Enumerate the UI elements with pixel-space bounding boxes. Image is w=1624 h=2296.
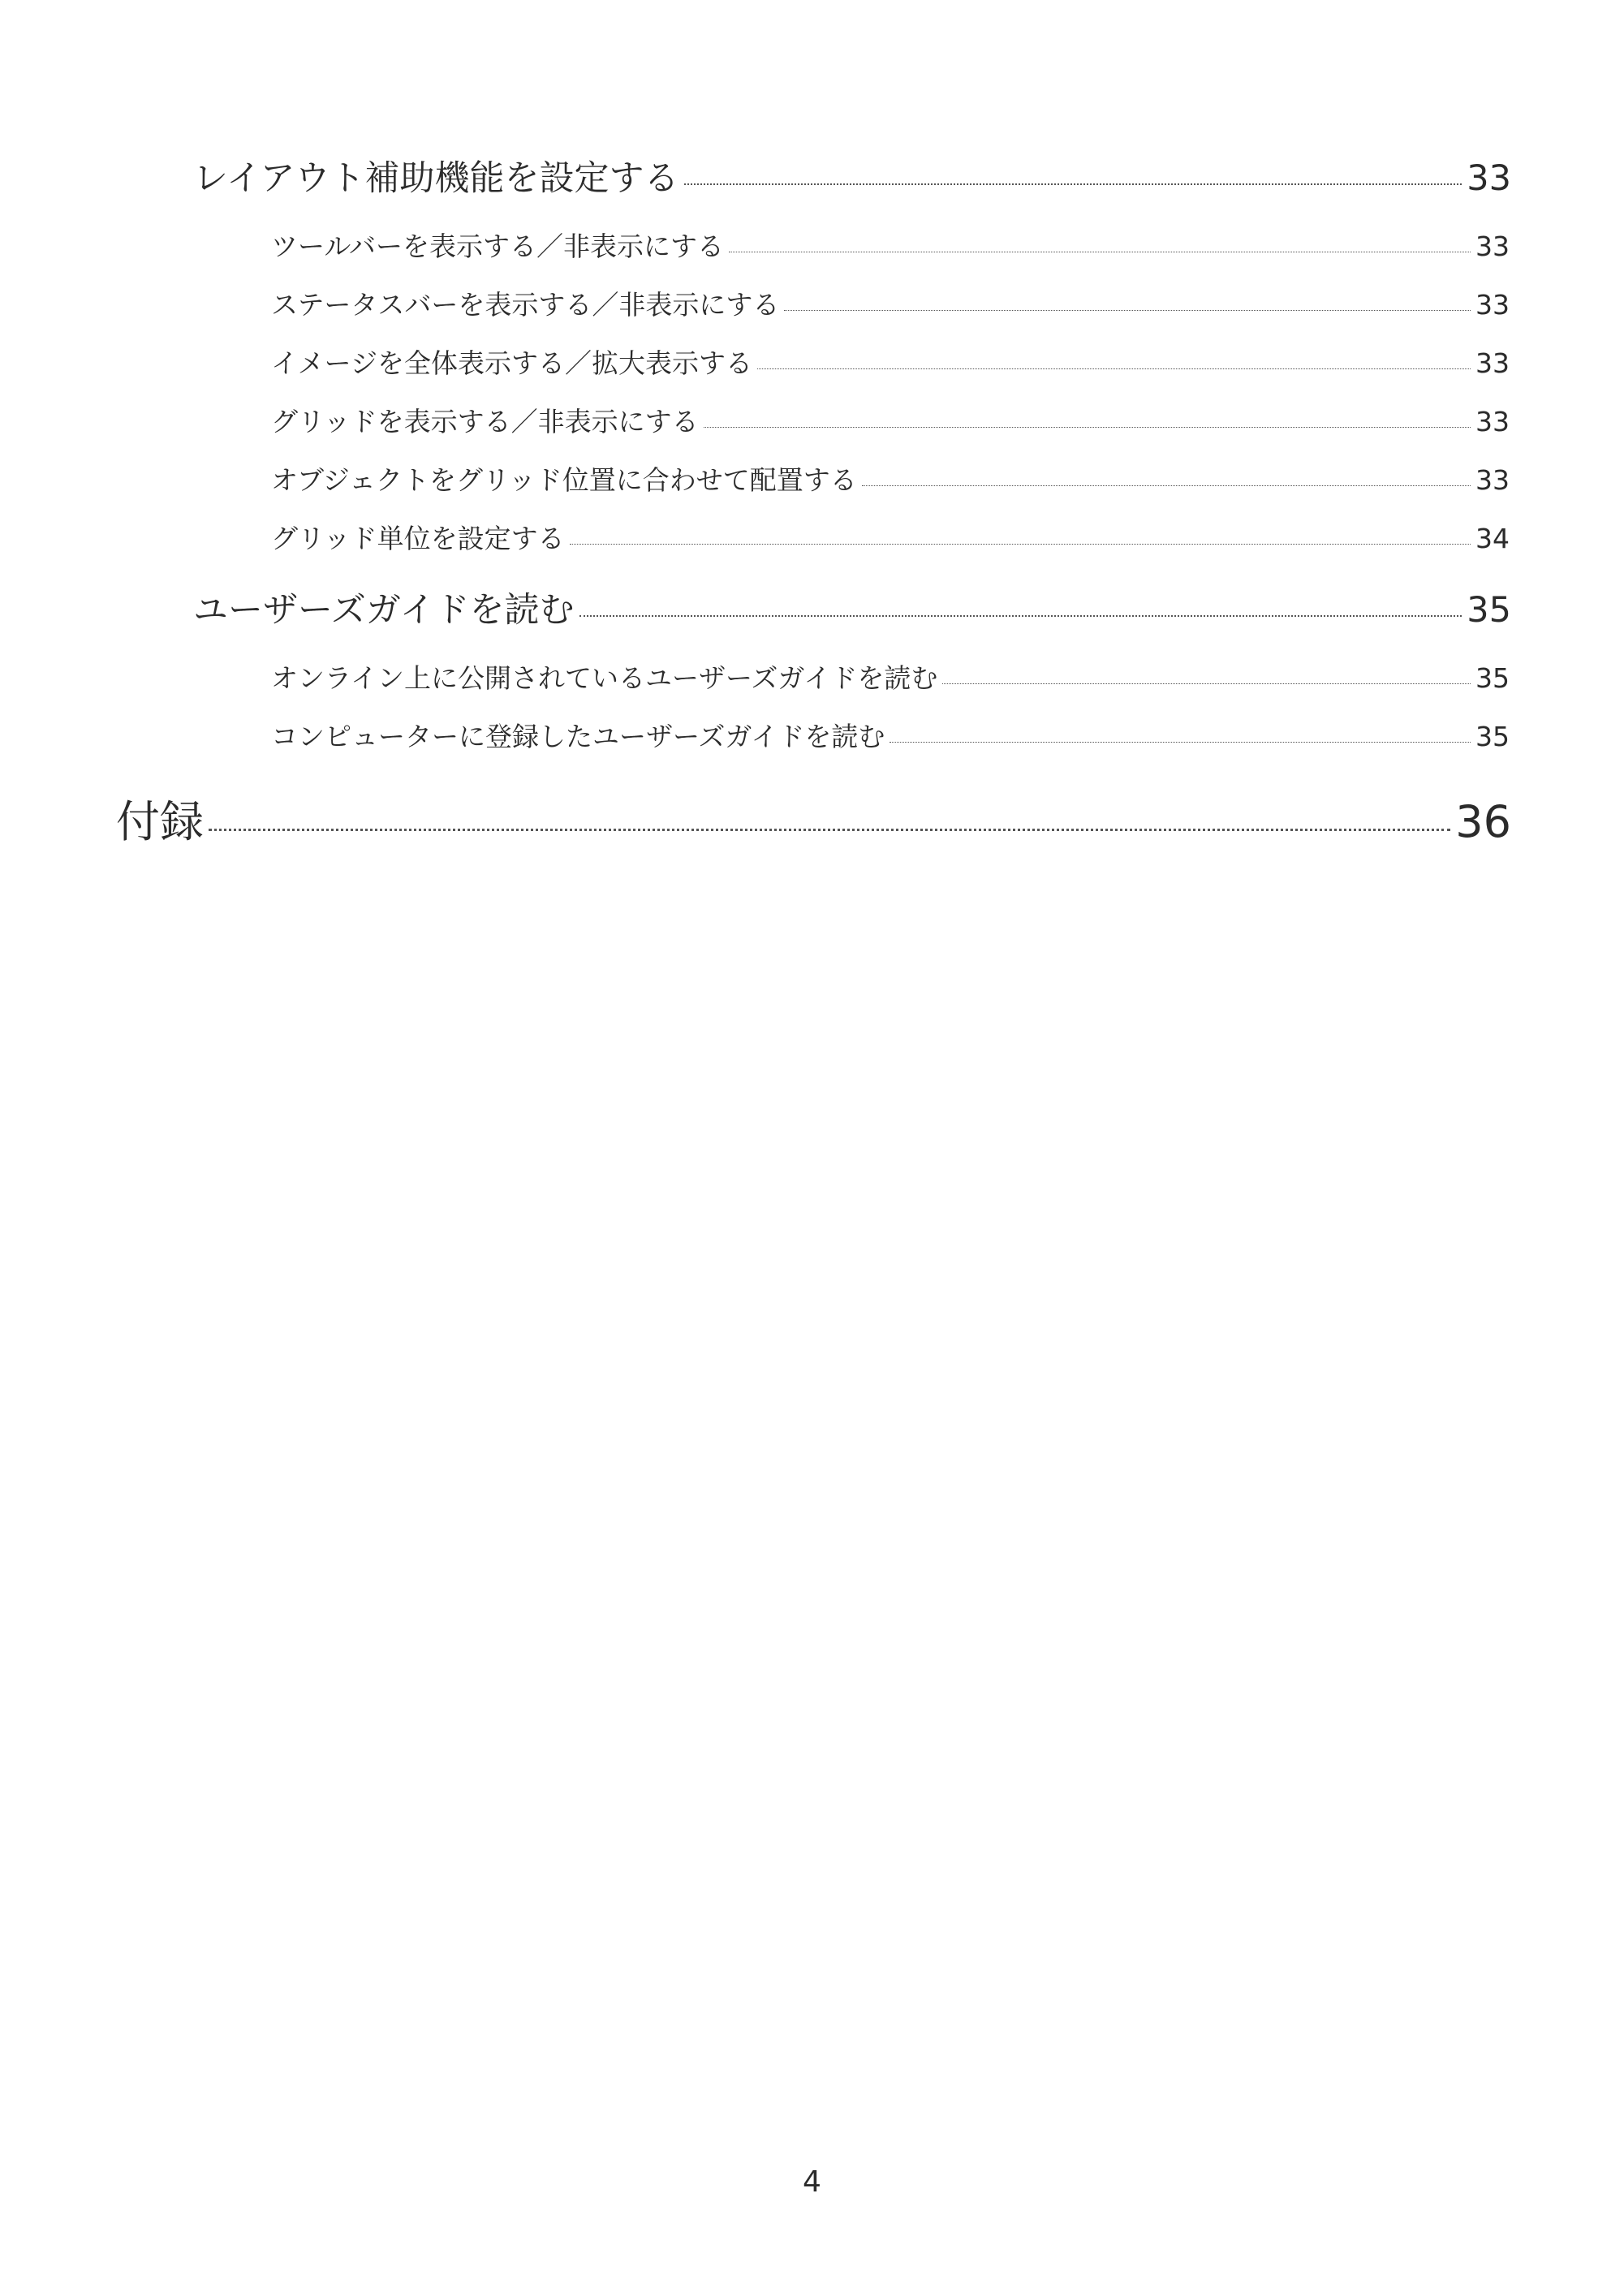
- toc-page-number: 33: [1467, 158, 1511, 199]
- toc-section-title: レイアウト補助機能を設定する: [193, 158, 679, 199]
- toc-item-grid-display[interactable]: [271, 401, 1510, 439]
- toc-item-local-guide[interactable]: [271, 716, 1510, 754]
- toc-item-title: グリッド単位を設定する: [271, 523, 565, 554]
- toc-item-title: グリッドを表示する／非表示にする: [271, 406, 699, 437]
- toc-item-title: オンライン上に公開されているユーザーズガイドを読む: [271, 662, 938, 694]
- toc-item-title: コンピューターに登録したユーザーズガイドを読む: [271, 721, 885, 752]
- toc-page-number: 36: [1455, 796, 1511, 847]
- toc-page-number: 33: [1475, 347, 1510, 379]
- dot-leader: [890, 742, 1471, 743]
- toc-item-statusbar[interactable]: [271, 284, 1510, 322]
- toc-item-online-guide[interactable]: [271, 657, 1510, 696]
- dot-leader: [757, 368, 1471, 369]
- toc-page-number: 33: [1475, 464, 1510, 496]
- dot-leader: [942, 683, 1471, 684]
- dot-leader: [579, 615, 1462, 617]
- toc-item-toolbar[interactable]: [271, 226, 1510, 264]
- dot-leader: [862, 485, 1471, 486]
- page-number: 4: [803, 2165, 821, 2199]
- toc-page-number: 35: [1475, 662, 1510, 694]
- toc-item-title: イメージを全体表示する／拡大表示する: [271, 347, 753, 379]
- toc-page-number: 35: [1467, 590, 1511, 631]
- toc-section-layout[interactable]: [193, 151, 1511, 200]
- dot-leader: [704, 427, 1471, 428]
- dot-leader: [570, 544, 1471, 545]
- toc-item-grid-unit[interactable]: [271, 518, 1510, 556]
- toc-item-title: ツールバーを表示する／非表示にする: [271, 230, 725, 262]
- dot-leader: [784, 310, 1471, 311]
- toc-section-users-guide[interactable]: [193, 583, 1511, 632]
- toc-page-number: 33: [1475, 406, 1510, 437]
- toc-chapter-title: 付録: [116, 796, 204, 847]
- toc-section-title: ユーザーズガイドを読む: [193, 590, 575, 631]
- toc-page-number: 34: [1475, 523, 1510, 554]
- toc-chapter-appendix[interactable]: [116, 787, 1511, 850]
- toc-page-number: 35: [1475, 721, 1510, 752]
- toc-page-number: 33: [1475, 289, 1510, 321]
- toc-item-snap-to-grid[interactable]: [271, 459, 1510, 498]
- dot-leader: [209, 829, 1450, 831]
- toc-page-number: 33: [1475, 230, 1510, 262]
- dot-leader: [684, 183, 1462, 185]
- toc-item-title: ステータスバーを表示する／非表示にする: [271, 289, 780, 321]
- toc-item-image-zoom[interactable]: [271, 342, 1510, 381]
- toc-item-title: オブジェクトをグリッド位置に合わせて配置する: [271, 464, 857, 496]
